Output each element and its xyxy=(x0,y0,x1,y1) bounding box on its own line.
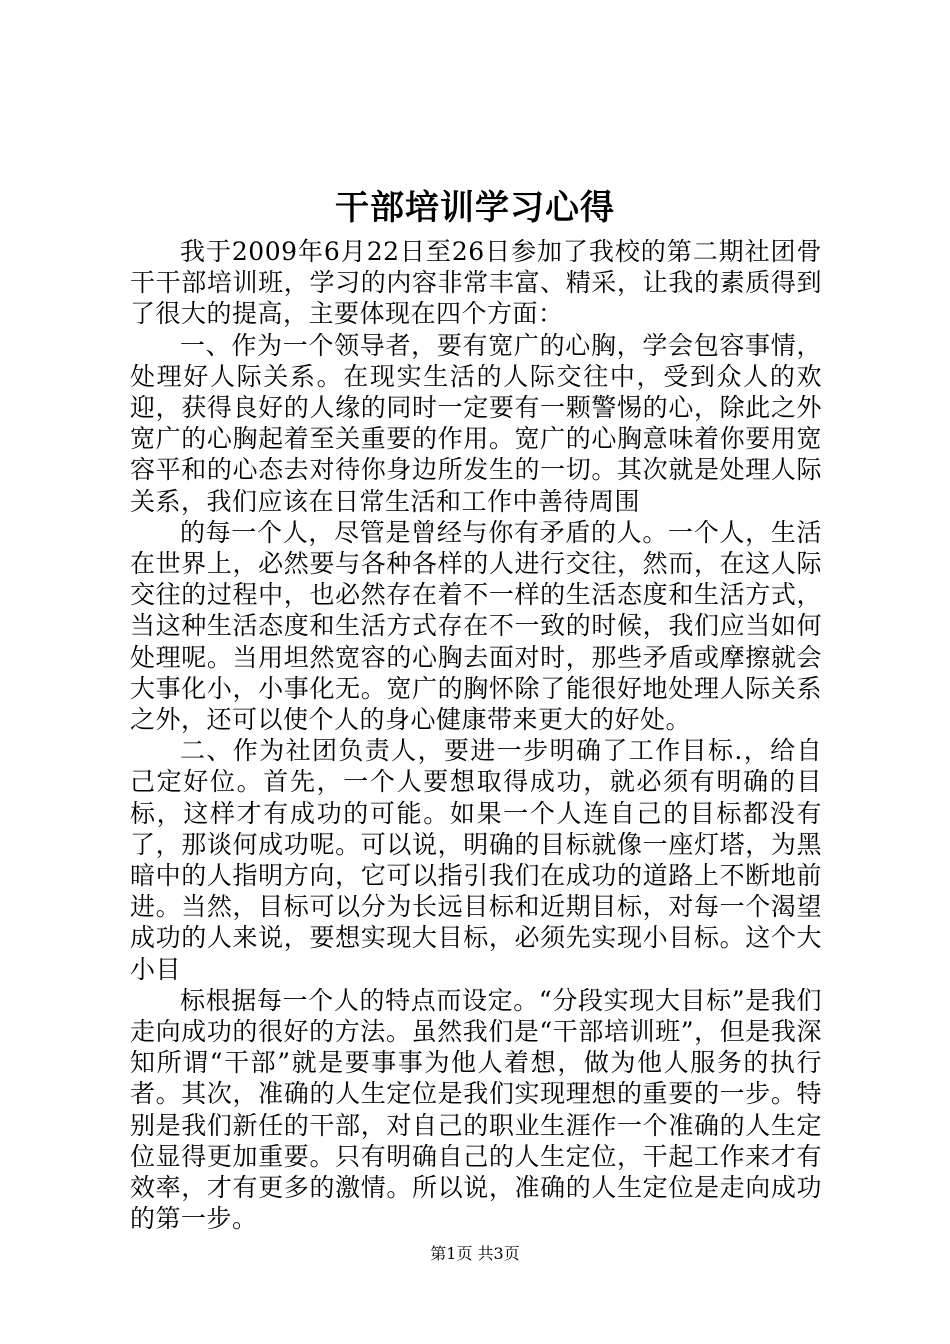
paragraph-intro: 我于2009年6月22日至26日参加了我校的第二期社团骨干干部培训班，学习的内容非常丰富、精采，让我的素质得到了很大的提高，主要体现在四个方面： xyxy=(130,237,822,329)
page-number-footer: 第1页 共3页 xyxy=(430,1244,520,1263)
paragraph-point-two-continued: 标根据每一个人的特点而设定。“分段实现大目标”是我们走向成功的很好的方法。虽然我们是“干部培训班”，但是我深知所谓“干部”就是要事事为他人着想，做为他人服务的执行者。其次，准确的人生定位是我们实现理想的重要的一步。特别是我们新任的干部，对自己的职业生涯作一个准确的人生定位显得更加重要。只有明确自己的人生定位，干起工作来才有效率，才有更多的激情。所以说，准确的人生定位是走向成功的第一步。 xyxy=(130,985,822,1234)
document-title: 干部培训学习心得 xyxy=(335,188,615,228)
paragraph-point-one: 一、作为一个领导者，要有宽广的心胸，学会包容事情，处理好人际关系。在现实生活的人际交往中，受到众人的欢迎，获得良好的人缘的同时一定要有一颗警惕的心，除此之外宽广的心胸起着至关重要的作用。宽广的心胸意味着你要用宽容平和的心态去对待你身边所发生的一切。其次就是处理人际关系，我们应该在日常生活和工作中善待周围 xyxy=(130,330,822,516)
document-body xyxy=(130,236,822,1235)
paragraph-point-one-continued: 的每一个人，尽管是曾经与你有矛盾的人。一个人，生活在世界上，必然要与各种各样的人进行交往，然而，在这人际交往的过程中，也必然存在着不一样的生活态度和生活方式，当这种生活态度和生活方式存在不一致的时候，我们应当如何处理呢。当用坦然宽容的心胸去面对时，那些矛盾或摩擦就会大事化小，小事化无。宽广的胸怀除了能很好地处理人际关系之外，还可以使个人的身心健康带来更大的好处。 xyxy=(130,517,822,735)
paragraph-point-two: 二、作为社团负责人，要进一步明确了工作目标.，给自己定好位。首先，一个人要想取得成功，就必须有明确的目标，这样才有成功的可能。如果一个人连自己的目标都没有了，那谈何成功呢。可以说，明确的目标就像一座灯塔，为黑暗中的人指明方向，它可以指引我们在成功的道路上不断地前进。当然，目标可以分为长远目标和近期目标，对每一个渴望成功的人来说，要想实现大目标，必须先实现小目标。这个大小目 xyxy=(130,736,822,984)
